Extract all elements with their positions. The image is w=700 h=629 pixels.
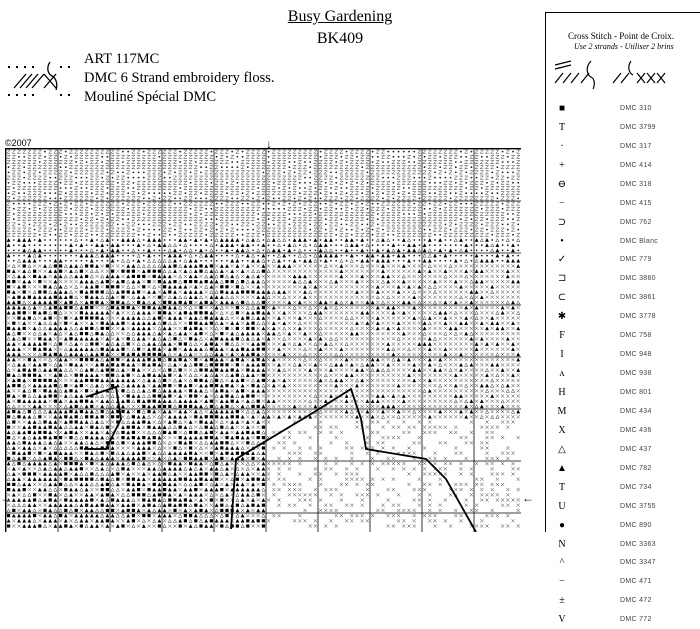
legend-item — [552, 232, 692, 251]
legend-item — [552, 288, 692, 307]
copyright-text: ©2007 — [5, 138, 32, 148]
legend-symbol: M — [557, 405, 567, 417]
legend-symbol: − — [559, 197, 565, 209]
pattern-grid-canvas — [6, 149, 521, 532]
legend-label: DMC 890 — [620, 521, 652, 529]
legend-label: DMC 434 — [620, 407, 652, 415]
legend-item — [552, 213, 692, 232]
legend-item — [552, 402, 692, 421]
center-arrow-right: ← — [522, 491, 534, 505]
legend-symbol: N — [558, 538, 566, 550]
legend-item — [552, 99, 692, 118]
legend-symbol: F — [559, 330, 565, 342]
legend-symbol: ^ — [559, 557, 565, 569]
legend-label: DMC 734 — [620, 483, 652, 491]
legend-item — [552, 307, 692, 326]
legend-label: DMC 948 — [620, 351, 652, 359]
legend-label: DMC 938 — [620, 370, 652, 378]
material-info — [84, 50, 275, 107]
legend-symbol: △ — [558, 443, 566, 455]
legend-item — [552, 364, 692, 383]
pattern-title: Busy Gardening — [287, 8, 393, 25]
legend-label: DMC 3778 — [620, 313, 656, 321]
legend-item — [552, 440, 692, 459]
legend-item — [552, 459, 692, 478]
legend-symbol: − — [559, 576, 565, 588]
legend-item — [552, 175, 692, 194]
pattern-grid — [5, 148, 521, 532]
legend-label: DMC 437 — [620, 445, 652, 453]
legend-symbol: I — [560, 349, 564, 361]
legend-label: DMC 471 — [620, 578, 652, 586]
legend-label: DMC 310 — [620, 104, 652, 112]
floss-description: DMC 6 Strand embroidery floss. — [84, 70, 275, 86]
legend-label: DMC 3860 — [620, 275, 656, 283]
legend-symbol: U — [558, 500, 566, 512]
legend-label: DMC 472 — [620, 597, 652, 605]
legend-label: DMC Blanc — [620, 237, 659, 245]
legend-item — [552, 516, 692, 535]
legend-label: DMC 318 — [620, 180, 652, 188]
legend-item — [552, 572, 692, 591]
legend-item — [552, 591, 692, 610]
legend-symbol: V — [558, 614, 566, 626]
legend-label: DMC 772 — [620, 616, 652, 624]
legend-label: DMC 3799 — [620, 123, 656, 131]
legend-symbol: ■ — [558, 102, 566, 114]
legend-symbol: ⊃ — [557, 216, 567, 228]
legend-label: DMC 414 — [620, 161, 652, 169]
legend-item — [552, 478, 692, 497]
legend-label: DMC 801 — [620, 389, 652, 397]
legend-item — [552, 535, 692, 554]
legend-label: DMC 3755 — [620, 502, 656, 510]
legend-item — [552, 326, 692, 345]
legend-symbol: ✱ — [557, 311, 567, 323]
legend-item — [552, 610, 692, 629]
legend-label: DMC 3347 — [620, 559, 656, 567]
legend-label: DMC 782 — [620, 464, 652, 472]
cross-stitch-diagram-icon — [551, 57, 669, 91]
legend-symbol: + — [559, 159, 565, 171]
legend-symbol: ± — [559, 595, 565, 607]
legend-symbol: ʌ — [559, 368, 565, 380]
legend-item — [552, 421, 692, 440]
legend-symbol: ✓ — [557, 254, 567, 266]
legend-label: DMC 3363 — [620, 540, 656, 548]
center-arrow-left: → — [0, 491, 12, 505]
legend-item — [552, 497, 692, 516]
legend-label: DMC 317 — [620, 142, 652, 150]
legend-label: DMC 436 — [620, 426, 652, 434]
legend-item — [552, 137, 692, 156]
legend-symbol: ⊂ — [557, 292, 567, 304]
legend-symbol: T — [558, 121, 566, 133]
legend-item — [552, 156, 692, 175]
legend-item — [552, 251, 692, 270]
legend-symbol: · — [560, 140, 564, 152]
legend-symbol: • — [560, 235, 564, 247]
legend-symbol: T — [558, 481, 566, 493]
legend-symbol: ● — [558, 519, 566, 531]
pattern-code: BK409 — [316, 30, 364, 47]
legend-item — [552, 269, 692, 288]
cross-stitch-diagram-icon — [6, 58, 74, 102]
legend-item — [552, 554, 692, 573]
legend-symbol: H — [558, 387, 566, 399]
legend-symbol: X — [558, 424, 566, 436]
legend-label: DMC 762 — [620, 218, 652, 226]
legend-item — [552, 383, 692, 402]
legend-label: DMC 3861 — [620, 294, 656, 302]
legend-panel — [545, 12, 700, 626]
legend-item — [552, 118, 692, 137]
legend-label: DMC 415 — [620, 199, 652, 207]
article-number: ART 117MC — [84, 51, 160, 67]
legend-label: DMC 758 — [620, 332, 652, 340]
legend-item — [552, 194, 692, 213]
legend-label: DMC 779 — [620, 256, 652, 264]
center-arrow-top: ↓ — [266, 137, 272, 151]
legend-symbol: ⊐ — [557, 273, 567, 285]
mouline-description: Mouliné Spécial DMC — [84, 89, 217, 105]
legend-symbol: ▲ — [557, 462, 567, 474]
legend-title: Cross Stitch - Point de Croix. — [567, 31, 674, 41]
legend-item — [552, 345, 692, 364]
legend-subtitle: Use 2 strands - Utiliser 2 brins — [574, 42, 674, 51]
legend-symbol: ⊖ — [557, 178, 567, 190]
legend-list — [552, 99, 692, 629]
